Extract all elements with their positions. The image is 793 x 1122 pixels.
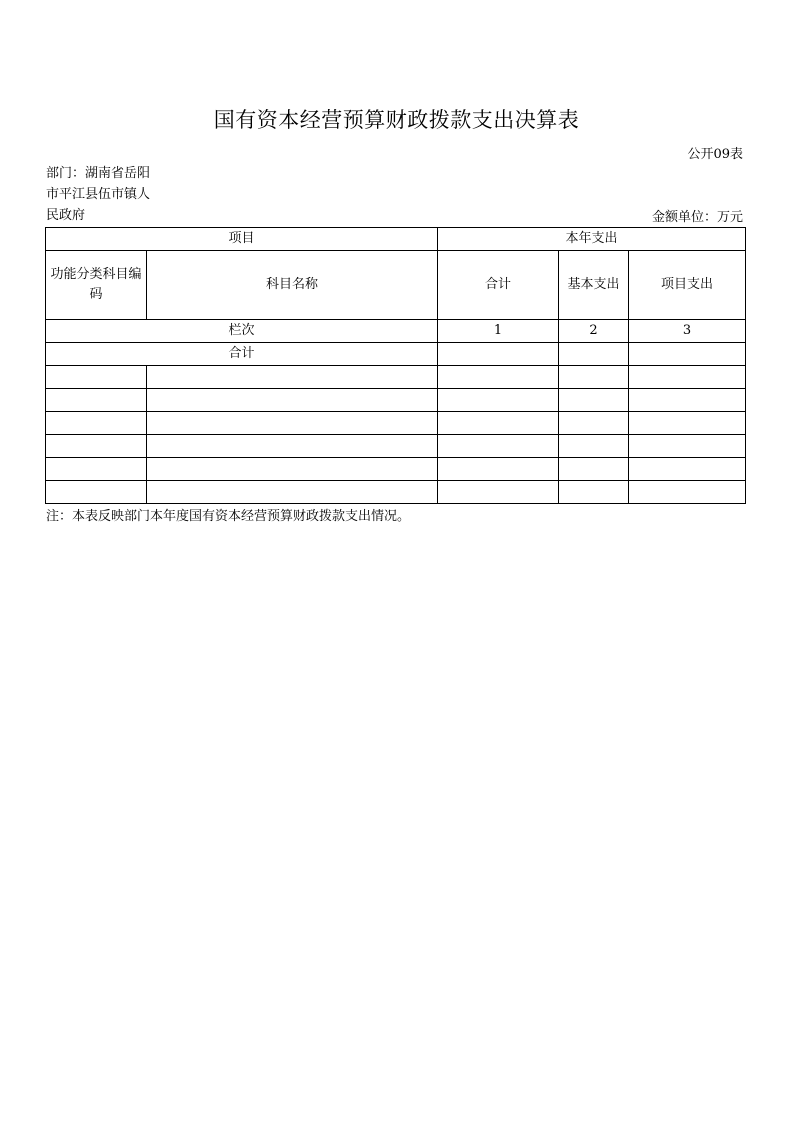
table-row [46, 481, 746, 504]
form-number: 公开09表 [687, 147, 743, 162]
column-index-2: 2 [559, 320, 629, 343]
table-row [46, 389, 746, 412]
column-index-row [46, 320, 746, 343]
header-project: 项目 [46, 228, 438, 251]
table-note: 注：本表反映部门本年度国有资本经营预算财政拨款支出情况。 [46, 509, 411, 524]
header-code: 功能分类科目编码 [46, 251, 147, 320]
amount-unit-label: 金额单位：万元 [651, 210, 743, 225]
total-row-total [438, 343, 559, 366]
table-row [46, 412, 746, 435]
column-index-label: 栏次 [46, 320, 438, 343]
header-row-top [46, 228, 746, 251]
table-row [46, 366, 746, 389]
expenditure-table [45, 227, 746, 504]
department-label: 部门：湖南省岳阳市平江县伍市镇人民政府 [46, 166, 151, 223]
table-row [46, 435, 746, 458]
total-row [46, 343, 746, 366]
total-row-basic [559, 343, 629, 366]
page-title: 国有资本经营预算财政拨款支出决算表 [213, 108, 580, 132]
total-row-project [629, 343, 746, 366]
table-row [46, 458, 746, 481]
header-total: 合计 [438, 251, 559, 320]
header-name: 科目名称 [147, 251, 438, 320]
total-row-label: 合计 [46, 343, 438, 366]
header-row-columns [46, 251, 746, 320]
header-project-expense: 项目支出 [629, 251, 746, 320]
header-basic: 基本支出 [559, 251, 629, 320]
column-index-3: 3 [629, 320, 746, 343]
column-index-1: 1 [438, 320, 559, 343]
header-current-year: 本年支出 [438, 228, 746, 251]
